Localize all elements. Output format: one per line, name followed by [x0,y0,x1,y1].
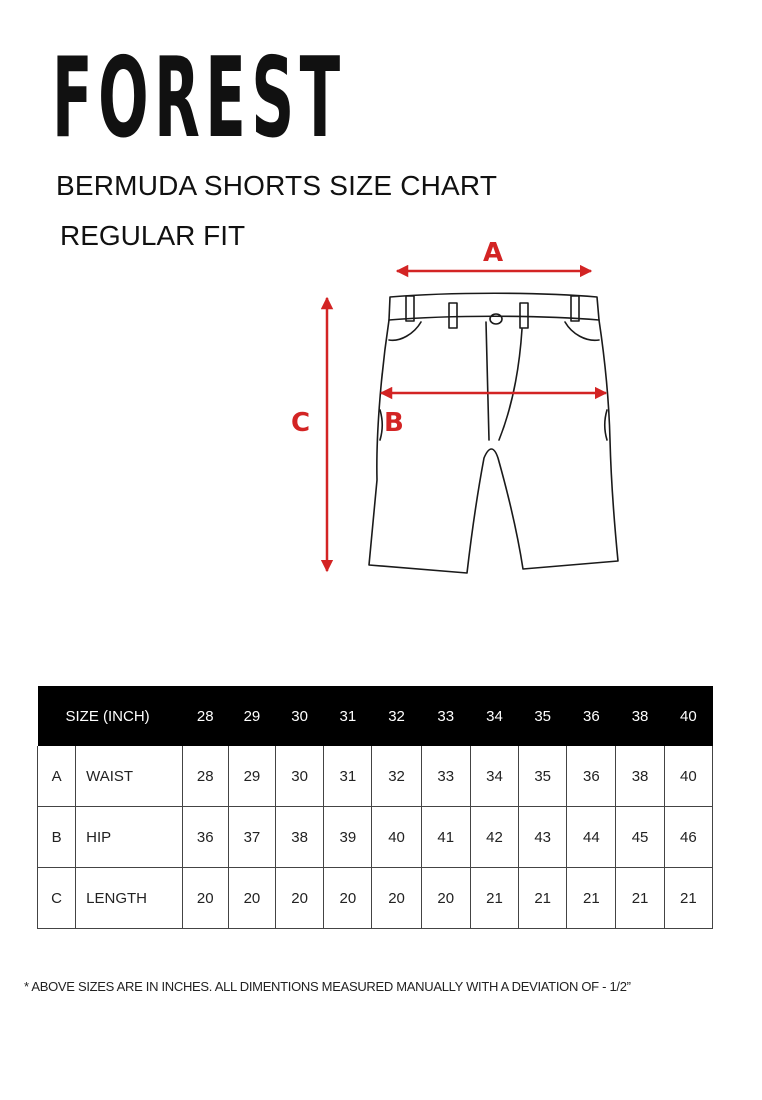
value-cell: 32 [372,746,421,807]
value-cell: 38 [276,807,324,868]
value-cell: 20 [276,868,324,929]
size-header-cell: 33 [421,686,470,746]
value-cell: 21 [616,868,664,929]
value-cell: 41 [421,807,470,868]
dimension-label-a: A [483,238,504,268]
measurement-footnote: * ABOVE SIZES ARE IN INCHES. ALL DIMENTIONS MEASURED MANUALLY WITH A DEVIATION OF - 1/2” [24,979,631,994]
value-cell: 20 [372,868,421,929]
value-cell: 20 [182,868,228,929]
size-header-cell: 38 [616,686,664,746]
size-header-cell: 32 [372,686,421,746]
value-cell: 44 [567,807,616,868]
value-cell: 43 [519,807,567,868]
value-cell: 37 [228,807,275,868]
row-code: C [38,868,76,929]
row-name: HIP [76,807,182,868]
value-cell: 34 [470,746,518,807]
dimension-label-b: B [384,408,404,438]
value-cell: 36 [182,807,228,868]
value-cell: 31 [324,746,372,807]
size-header-row [38,686,713,746]
size-header-label: SIZE (INCH) [38,686,183,746]
size-header-cell: 34 [470,686,518,746]
value-cell: 45 [616,807,664,868]
value-cell: 42 [470,807,518,868]
value-cell: 33 [421,746,470,807]
value-cell: 20 [228,868,275,929]
value-cell: 21 [470,868,518,929]
value-cell: 35 [519,746,567,807]
brand-logo: FOREST [52,34,346,163]
size-header-cell: 31 [324,686,372,746]
table-row-waist [38,746,713,807]
table-row-hip [38,807,713,868]
value-cell: 28 [182,746,228,807]
value-cell: 20 [324,868,372,929]
value-cell: 21 [664,868,712,929]
value-cell: 39 [324,807,372,868]
value-cell: 21 [519,868,567,929]
row-name: LENGTH [76,868,182,929]
value-cell: 21 [567,868,616,929]
value-cell: 29 [228,746,275,807]
size-header-cell: 30 [276,686,324,746]
chart-title: BERMUDA SHORTS SIZE CHART [56,170,498,201]
fit-label: REGULAR FIT [60,220,246,251]
value-cell: 46 [664,807,712,868]
value-cell: 36 [567,746,616,807]
dimension-label-c: C [291,408,311,438]
size-header-cell: 28 [182,686,228,746]
value-cell: 30 [276,746,324,807]
size-table [37,686,713,929]
size-header-cell: 35 [519,686,567,746]
row-code: A [38,746,76,807]
size-header-cell: 29 [228,686,275,746]
row-code: B [38,807,76,868]
shorts-outline [369,293,618,573]
size-header-cell: 40 [664,686,712,746]
value-cell: 40 [664,746,712,807]
value-cell: 20 [421,868,470,929]
value-cell: 38 [616,746,664,807]
table-row-length [38,868,713,929]
size-header-cell: 36 [567,686,616,746]
row-name: WAIST [76,746,182,807]
value-cell: 40 [372,807,421,868]
